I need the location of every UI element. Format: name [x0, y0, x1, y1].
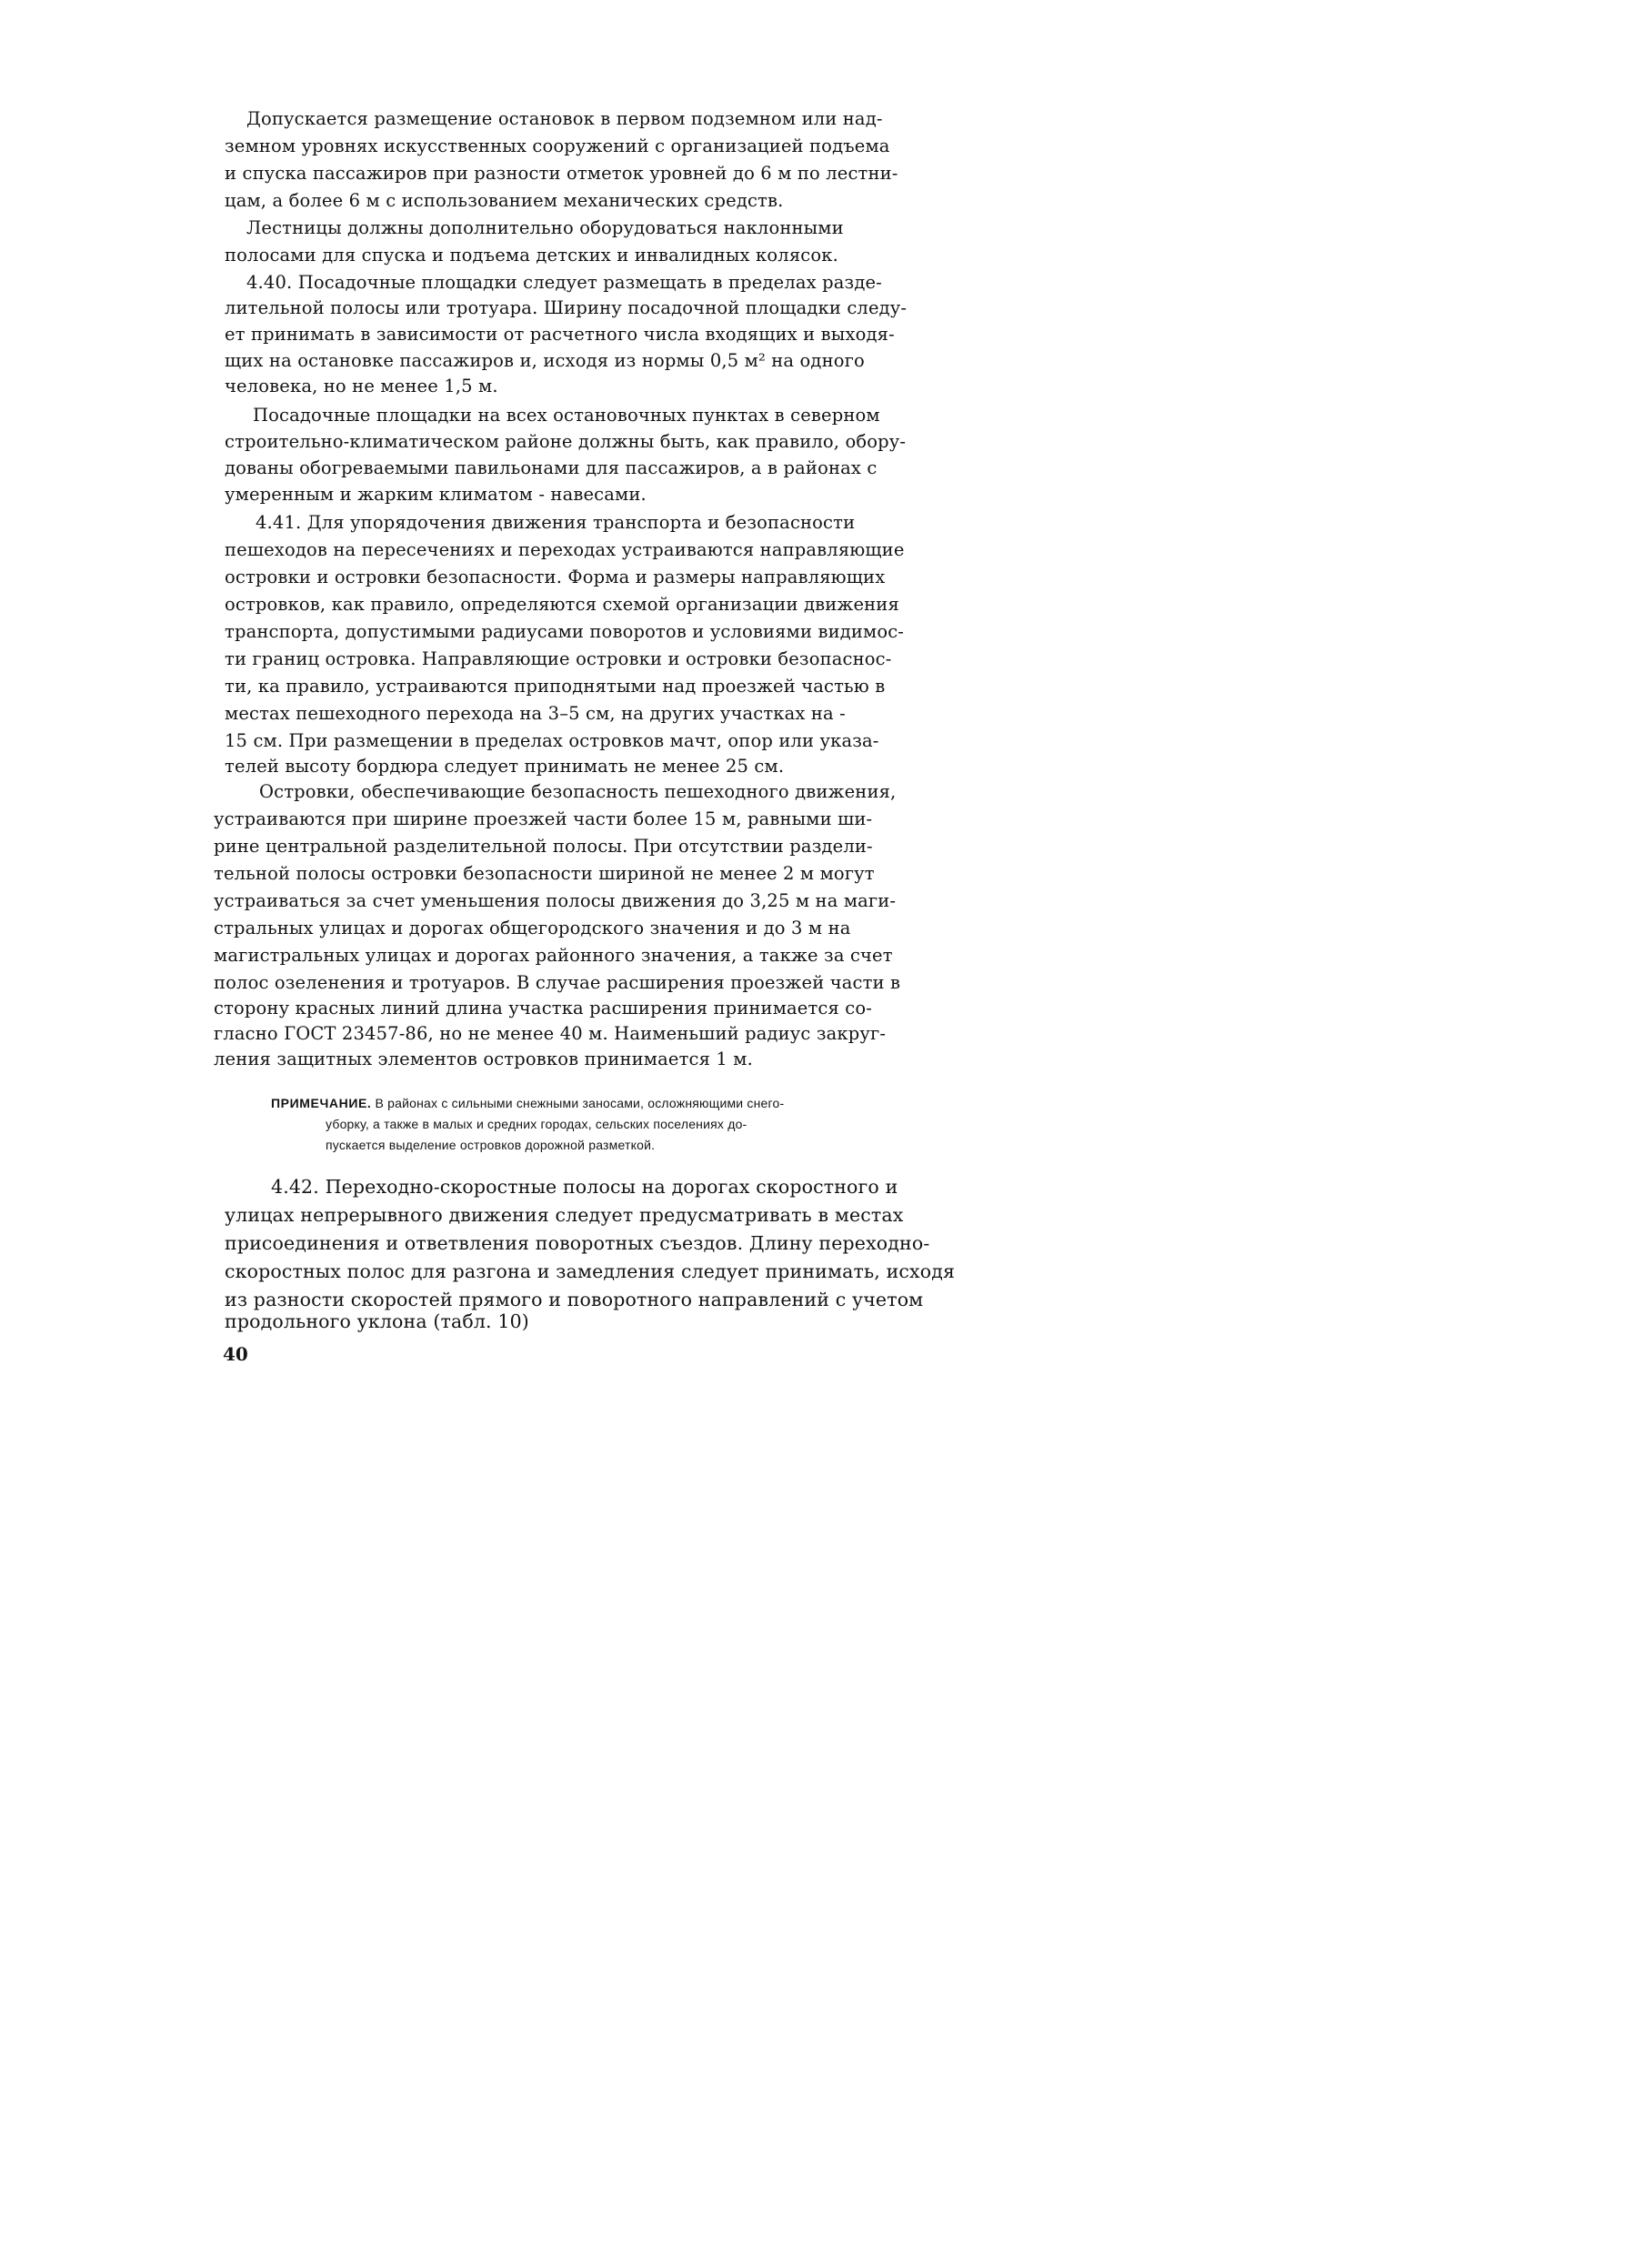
text-line: магистральных улицах и дорогах районного значения, а также за счет [214, 945, 893, 966]
page-number: 40 [223, 1343, 248, 1365]
text-line: цам, а более 6 м с использованием механических средств. [225, 190, 784, 211]
text-line: и спуска пассажиров при разности отметок уровней до 6 м по лестни- [225, 163, 898, 184]
text-line: 4.40. Посадочные площадки следует размещать в пределах разде- [246, 272, 882, 293]
text-line: строительно-климатическом районе должны быть, как правило, обору- [225, 431, 907, 452]
text-line: ти, ка правило, устраиваются приподнятыми над проезжей частью в [225, 676, 886, 697]
note-line: уборку, а также в малых и средних городах, сельских поселениях до- [326, 1117, 747, 1131]
text-line: Островки, обеспечивающие безопасность пешеходного движения, [259, 781, 897, 802]
text-line: земном уровнях искусственных сооружений с организацией подъема [225, 135, 890, 156]
text-line: гласно ГОСТ 23457-86, но не менее 40 м. Наименьший радиус закруг- [214, 1023, 887, 1044]
text-line: устраиваться за счет уменьшения полосы движения до 3,25 м на маги- [214, 890, 897, 911]
text-line: тельной полосы островки безопасности шириной не менее 2 м могут [214, 863, 875, 884]
note [271, 1094, 784, 1113]
document-page [0, 0, 1028, 1426]
text-line: 4.42. Переходно-скоростные полосы на дорогах скоростного и [271, 1176, 898, 1198]
text-line: сторону красных линий длина участка расширения принимается со- [214, 998, 873, 1019]
text-line: из разности скоростей прямого и поворотного направлений с учетом [225, 1289, 924, 1310]
text-line: пешеходов на пересечениях и переходах устраиваются направляющие [225, 539, 905, 560]
text-line: ления защитных элементов островков принимается 1 м. [214, 1049, 753, 1069]
note-text: В районах с сильными снежными заносами, осложняющими снего- [371, 1096, 785, 1110]
text-line: транспорта, допустимыми радиусами поворотов и условиями видимос- [225, 621, 905, 642]
text-line: человека, но не менее 1,5 м. [225, 376, 498, 396]
text-line: дованы обогреваемыми павильонами для пассажиров, а в районах с [225, 457, 878, 478]
text-line: 15 см. При размещении в пределах островков мачт, опор или указа- [225, 730, 879, 751]
text-line: улицах непрерывного движения следует предусматривать в местах [225, 1204, 904, 1226]
text-line: Лестницы должны дополнительно оборудоваться наклонными [246, 217, 844, 238]
text-line: Посадочные площадки на всех остановочных пунктах в северном [253, 405, 880, 426]
note-line: пускается выделение островков дорожной разметкой. [326, 1138, 656, 1152]
text-line: рине центральной разделительной полосы. При отсутствии раздели- [214, 836, 873, 857]
text-line: телей высоту бордюра следует принимать не менее 25 см. [225, 756, 785, 777]
text-line: щих на остановке пассажиров и, исходя из нормы 0,5 м² на одного [225, 350, 865, 371]
text-line: островки и островки безопасности. Форма и размеры направляющих [225, 567, 886, 587]
text-line: стральных улицах и дорогах общегородского значения и до 3 м на [214, 918, 851, 938]
text-line: Допускается размещение остановок в первом подземном или над- [246, 108, 883, 129]
text-line: скоростных полос для разгона и замедления следует принимать, исходя [225, 1260, 956, 1282]
text-line: умеренным и жарким климатом - навесами. [225, 484, 647, 505]
text-line: местах пешеходного перехода на 3–5 см, на других участках на - [225, 703, 846, 724]
text-line: островков, как правило, определяются схемой организации движения [225, 594, 899, 615]
text-line: лительной полосы или тротуара. Ширину посадочной площадки следу- [225, 297, 908, 318]
note-label: ПРИМЕЧАНИЕ. [271, 1096, 372, 1110]
text-line: полосами для спуска и подъема детских и инвалидных колясок. [225, 245, 838, 266]
text-line: устраиваются при ширине проезжей части более 15 м, равными ши- [214, 808, 873, 829]
text-line: присоединения и ответвления поворотных съездов. Длину переходно- [225, 1232, 930, 1254]
text-line: ти границ островка. Направляющие островки и островки безопаснос- [225, 648, 892, 669]
text-line: продольного уклона (табл. 10) [225, 1310, 529, 1332]
text-line: ет принимать в зависимости от расчетного числа входящих и выходя- [225, 324, 895, 345]
text-line: 4.41. Для упорядочения движения транспорта и безопасности [256, 512, 856, 533]
text-line: полос озеленения и тротуаров. В случае расширения проезжей части в [214, 972, 901, 993]
